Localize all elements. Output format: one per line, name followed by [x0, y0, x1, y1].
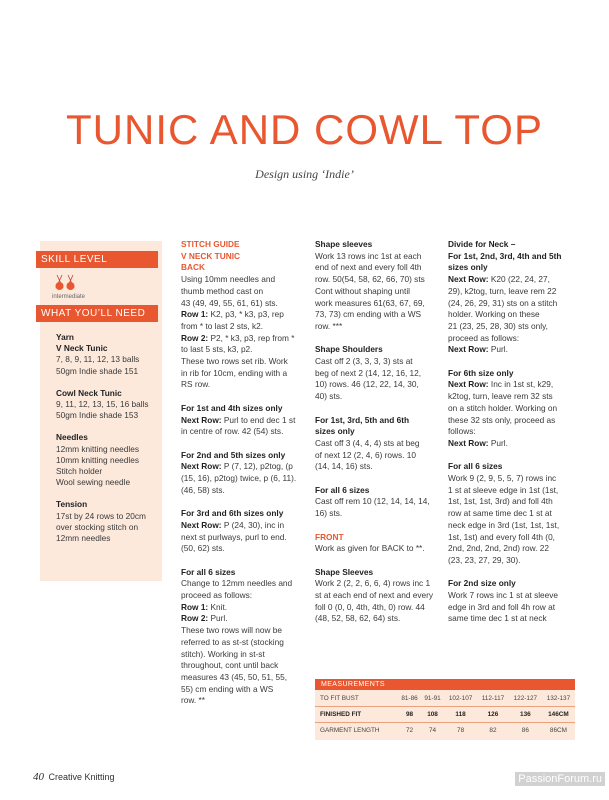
pattern-column-1: STITCH GUIDE V NECK TUNIC BACK Using 10mm needles and thumb method cast on 43 (49, 49, 55, 61, 61) sts. Row 1: K2, p3, * k3, p3, rep from * to last 2 sts, k2. Row 2: P2, * k3, p3, rep from * to last 5 sts, k3, p2. These two rows set rib. Work in rib for 10cm, ending with a RS row. For 1st and 4th sizes only Next Row: Purl to end dec 1 st in centre of row. 42 (54) sts. For 2nd and 5th sizes only Next Row: P (7, 12), p2tog, (p (15, 16), p2tog) twice, p (6, 11). (46, 58) sts. For 3rd and 6th sizes only Next Row: P (24, 30), inc in next st purlways, purl to end. (50, 62) sts. For all 6 sizes Change to 12mm needles and proceed as follows: Row 1: Knit. Row 2: Purl. These two rows will now be referred to as st-st (stocking stitch). Working in st-st throughout, cont until back measures 43 (45, 50, 51, 55, 55) cm ending with a WS row. **: [181, 239, 307, 707]
measurements-heading: MEASUREMENTS: [315, 679, 575, 690]
materials-sidebar: [40, 241, 162, 581]
page-number: 40: [33, 771, 44, 783]
skill-level-badge: [40, 268, 162, 294]
skill-level-value: intermediate: [52, 294, 86, 300]
tension-info: Tension 17st by 24 rows to 20cm over stocking stitch on 12mm needles: [56, 499, 146, 544]
table-row: GARMENT LENGTH 72 74 78 82 86 86CM: [320, 727, 567, 734]
magazine-name: Creative Knitting: [48, 772, 115, 782]
page-title: TUNIC AND COWL TOP: [66, 106, 543, 153]
skill-level-heading: SKILL LEVEL: [36, 251, 158, 268]
stitch-guide-heading: STITCH GUIDE: [181, 239, 240, 249]
needles-list: Needles 12mm knitting needles 10mm knitting needles Stitch holder Wool sewing needle: [56, 432, 140, 488]
pattern-column-3: Divide for Neck – For 1st, 2nd, 3rd, 4th and 5th sizes only Next Row: K20 (22, 24, 27, 29), k2tog, turn, leave rem 22 (24, 26, 29, 31) sts on a stitch holder. Working on these 21 (23, 25, 28, 30) sts only, proceed as follows: Next Row: Purl. For 6th size only Next Row: Inc in 1st st, k29, k2tog, turn, leave rem 32 sts on a stitch holder. Working on these 32 sts only, proceed as follows: Next Row: Purl. For all 6 sizes Work 9 (2, 9, 5, 5, 7) rows inc 1 st at sleeve edge in 1st (1st, 1st, 1st, 1st, 3rd) and foll 4th row at same time dec 1 st at neck edge in 3rd (1st, 1st, 1st, 1st, 1st) and every foll 4th (0, 2nd, 2nd, 2nd, 2nd) row. 22 (23, 23, 27, 29, 30). For 2nd size only Work 7 rows inc 1 st at sleeve edge in 3rd and foll 4h row at same time dec 1 st at neck: [448, 239, 562, 624]
v-neck-yarn: V Neck Tunic 7, 8, 9, 11, 12, 13 balls 50gm Indie shade 151: [56, 343, 140, 376]
pattern-column-2: Shape sleeves Work 13 rows inc 1st at each end of next and every foll 4th row. 50(54, 58, 62, 66, 70) sts Cont without shaping until work measures 61(63, 67, 69, 73, 73) cm ending with a WS row. *** Shape Shoulders Cast off 2 (3, 3, 3, 3) sts at beg of next 2 (14, 12, 16, 12, 10) rows. 46 (12, 22, 14, 30, 40) sts. For 1st, 3rd, 5th and 6th sizes only Cast off 3 (4, 4, 4) sts at beg of next 12 (2, 4, 6) rows. 10 (14, 14, 16) sts. For all 6 sizes Cast off rem 10 (12, 14, 14, 14, 16) sts. FRONT Work as given for BACK to **. Shape Sleeves Work 2 (2, 2, 6, 6, 4) rows inc 1 st at each end of next and every foll 0 (0, 0, 4th, 4th, 0) row. 44 (48, 52, 58, 62, 64) sts.: [315, 239, 439, 625]
measurements-table: [315, 691, 575, 738]
front-heading: FRONT: [315, 531, 344, 542]
page-footer: [33, 771, 115, 783]
v-neck-tunic-heading: V NECK TUNIC: [181, 250, 241, 261]
cowl-neck-yarn: Cowl Neck Tunic 9, 11, 12, 13, 15, 16 balls 50gm Indie shade 153: [56, 387, 149, 421]
watermark: PassionForum.ru: [515, 772, 605, 786]
subtitle: Design using ‘Indie’: [255, 167, 354, 181]
divide-neck-heading: Divide for Neck –: [448, 239, 516, 249]
yarn-heading: Yarn: [56, 332, 74, 342]
shape-sleeves-heading: Shape sleeves: [315, 239, 373, 249]
what-youll-need-heading: WHAT YOU’LL NEED: [36, 305, 158, 322]
back-heading: BACK: [181, 262, 205, 273]
table-row: FINISHED FIT 98 108 118 126 136 146CM: [315, 707, 575, 723]
materials-list: [40, 322, 162, 544]
shape-shoulders-heading: Shape Shoulders: [315, 344, 383, 355]
table-row: TO FIT BUST 81-86 91-91 102-107 112-117 122-127 132-137: [315, 691, 575, 707]
yarn-balls-icon: [52, 272, 78, 292]
